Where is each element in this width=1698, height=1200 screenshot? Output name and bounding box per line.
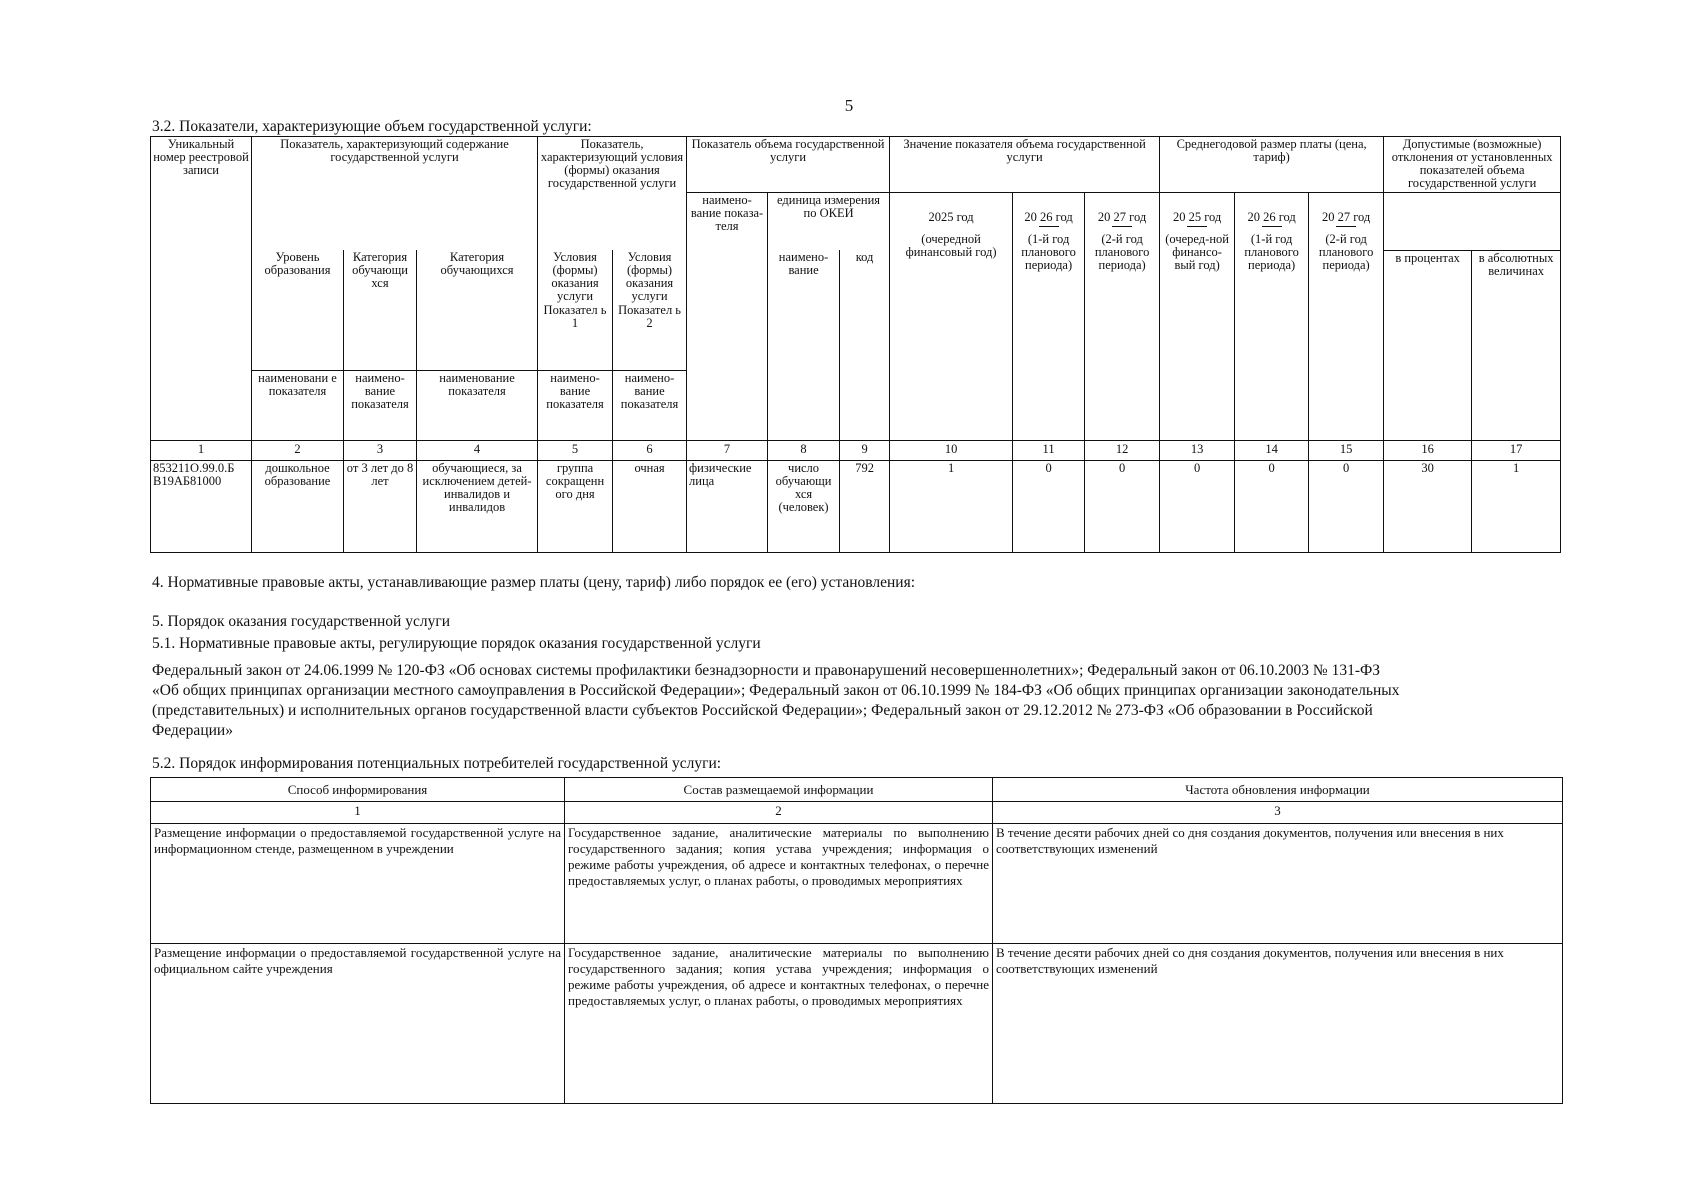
laws-line: Федеральный закон от 24.06.1999 № 120-ФЗ «Об основах системы профилактики безнадзорности и правонарушений несовершеннолетних»; Федеральный закон от 06.10.2003 № 131-ФЗ (152, 662, 1380, 679)
header-condition-indicator: Показатель, характеризующий условия (формы) оказания государственной услуги (538, 137, 687, 251)
header-2026: 20 26 год (1-й год планового периода) (1013, 192, 1085, 440)
col-num: 3 (344, 440, 417, 460)
col-num: 12 (1085, 440, 1160, 460)
header-name-5: наимено-вание показателя (613, 370, 687, 440)
header-avg-fee: Среднегодовой размер платы (цена, тариф) (1160, 137, 1384, 193)
cell-method: Размещение информации о предоставляемой государственной услуге на информационном стенде, размещенном в учреждении (151, 824, 565, 944)
col-num: 13 (1160, 440, 1235, 460)
section-3-2-title: 3.2. Показатели, характеризующие объем государственной услуги: (152, 118, 592, 135)
header-absolute: в абсолютных величинах (1472, 250, 1561, 440)
laws-paragraph (152, 661, 1399, 741)
cell-education-level: дошкольное образование (252, 460, 344, 552)
col-num: 7 (687, 440, 768, 460)
col-num: 4 (417, 440, 538, 460)
cell-fee-2025: 0 (1160, 460, 1235, 552)
col-num: 16 (1384, 440, 1472, 460)
header-2027: 20 27 год (2-й год планового периода) (1085, 192, 1160, 440)
header-percent: в процентах (1384, 250, 1472, 440)
header-name-1: наименовани е показателя (252, 370, 344, 440)
header-content: Состав размещаемой информации (565, 778, 993, 802)
col-num: 5 (538, 440, 613, 460)
cell-frequency: В течение десяти рабочих дней со дня создания документов, получения или внесения в них соответствующих изменений (993, 944, 1563, 1104)
cell-percent: 30 (1384, 460, 1472, 552)
cell-unit-code: 792 (840, 460, 890, 552)
col-num: 9 (840, 440, 890, 460)
cell-fee-2027: 0 (1309, 460, 1384, 552)
header-name-2: наимено-вание показателя (344, 370, 417, 440)
cell-unit-name: число обучающи хся (человек) (768, 460, 840, 552)
table-row (151, 824, 1563, 944)
header-unit-name: наимено-вание (768, 250, 840, 440)
col-num: 15 (1309, 440, 1384, 460)
header-age-category: Категория обучающи хся (344, 250, 417, 370)
header-method: Способ информирования (151, 778, 565, 802)
col-num: 2 (565, 802, 993, 824)
cell-value-2025: 1 (890, 460, 1013, 552)
header-content-indicator: Показатель, характеризующий содержание государственной услуги (252, 137, 538, 251)
header-condition-2: Условия (формы) оказания услуги Показател ь 2 (613, 250, 687, 370)
volume-indicators-table (150, 136, 1561, 553)
col-num: 6 (613, 440, 687, 460)
col-num: 10 (890, 440, 1013, 460)
col-num: 14 (1235, 440, 1309, 460)
cell-method: Размещение информации о предоставляемой государственной услуге на официальном сайте учреждения (151, 944, 565, 1104)
column-numbers-row (151, 440, 1561, 460)
section-5-2-title: 5.2. Порядок информирования потенциальных потребителей государственной услуги: (152, 755, 722, 772)
table-row (151, 944, 1563, 1104)
cell-students: обучающиеся, за исключением детей-инвалидов и инвалидов (417, 460, 538, 552)
header-unit-code: код (840, 250, 890, 440)
page-number: 5 (844, 96, 854, 115)
header-fee-2025: 20 25 год (очеред-ной финансо-вый год) (1160, 192, 1235, 440)
laws-line: «Об общих принципах организации местного самоуправления в Российской Федерации»; Федеральный закон от 06.10.1999 № 184-ФЗ «Об общих принципах организации законодательных (152, 682, 1400, 699)
cell-condition-2: очная (613, 460, 687, 552)
table-row (151, 460, 1561, 552)
col-num: 17 (1472, 440, 1561, 460)
header-unique-number: Уникальный номер реестровой записи (151, 137, 252, 441)
header-name-4: наимено-вание показателя (538, 370, 613, 440)
laws-line: Федерации» (152, 722, 233, 739)
col-num: 8 (768, 440, 840, 460)
cell-value-2026: 0 (1013, 460, 1085, 552)
header-deviations-spacer (1384, 192, 1561, 250)
header-education-level: Уровень образования (252, 250, 344, 370)
section-5-title: 5. Порядок оказания государственной услуги (152, 613, 450, 630)
cell-content: Государственное задание, аналитические материалы по выполнению государственного задания; копия устава учреждения; информация о режиме работы учреждения, об адресе и контактных телефонах, о перечне предоставляемых услуг, о планах работы, о проводимых мероприятиях (565, 944, 993, 1104)
header-unit: единица измерения по ОКЕИ (768, 192, 890, 250)
header-volume-indicator: Показатель объема государственной услуги (687, 137, 890, 193)
cell-content: Государственное задание, аналитические материалы по выполнению государственного задания; копия устава учреждения; информация о режиме работы учреждения, об адресе и контактных телефонах, о перечне предоставляемых услуг, о планах работы, о проводимых мероприятиях (565, 824, 993, 944)
section-4-title: 4. Нормативные правовые акты, устанавливающие размер платы (цену, тариф) либо порядок ее (его) установления: (152, 574, 916, 591)
col-num: 2 (252, 440, 344, 460)
cell-volume-name: физические лица (687, 460, 768, 552)
header-condition-1: Условия (формы) оказания услуги Показател ь 1 (538, 250, 613, 370)
laws-line: (представительных) и исполнительных органов государственной власти субъектов Российской Федерации»; Федеральный закон от 29.12.2012 № 273-ФЗ «Об образовании в Российской (152, 702, 1373, 719)
header-students-category: Категория обучающихся (417, 250, 538, 370)
col-num: 1 (151, 802, 565, 824)
cell-condition-1: группа сокращенн ого дня (538, 460, 613, 552)
section-5-1-title: 5.1. Нормативные правовые акты, регулирующие порядок оказания государственной услуги (152, 635, 761, 652)
header-name-3: наименование показателя (417, 370, 538, 440)
col-num: 3 (993, 802, 1563, 824)
cell-absolute: 1 (1472, 460, 1561, 552)
cell-frequency: В течение десяти рабочих дней со дня создания документов, получения или внесения в них соответствующих изменений (993, 824, 1563, 944)
header-deviations: Допустимые (возможные) отклонения от установленных показателей объема государственной услуги (1384, 137, 1561, 193)
header-volume-value: Значение показателя объема государственной услуги (890, 137, 1160, 193)
header-vol-name: наимено-вание показа-теля (687, 192, 768, 440)
informing-table (150, 777, 1563, 1104)
header-fee-2027: 20 27 год (2-й год планового периода) (1309, 192, 1384, 440)
header-2025: 2025 год(очередной финансовый год) (890, 192, 1013, 440)
cell-value-2027: 0 (1085, 460, 1160, 552)
header-frequency: Частота обновления информации (993, 778, 1563, 802)
col-num: 1 (151, 440, 252, 460)
col-num: 11 (1013, 440, 1085, 460)
cell-fee-2026: 0 (1235, 460, 1309, 552)
cell-age-category: от 3 лет до 8 лет (344, 460, 417, 552)
cell-registry-number: 853211О.99.0.Б В19АБ81000 (151, 460, 252, 552)
header-fee-2026: 20 26 год (1-й год планового периода) (1235, 192, 1309, 440)
